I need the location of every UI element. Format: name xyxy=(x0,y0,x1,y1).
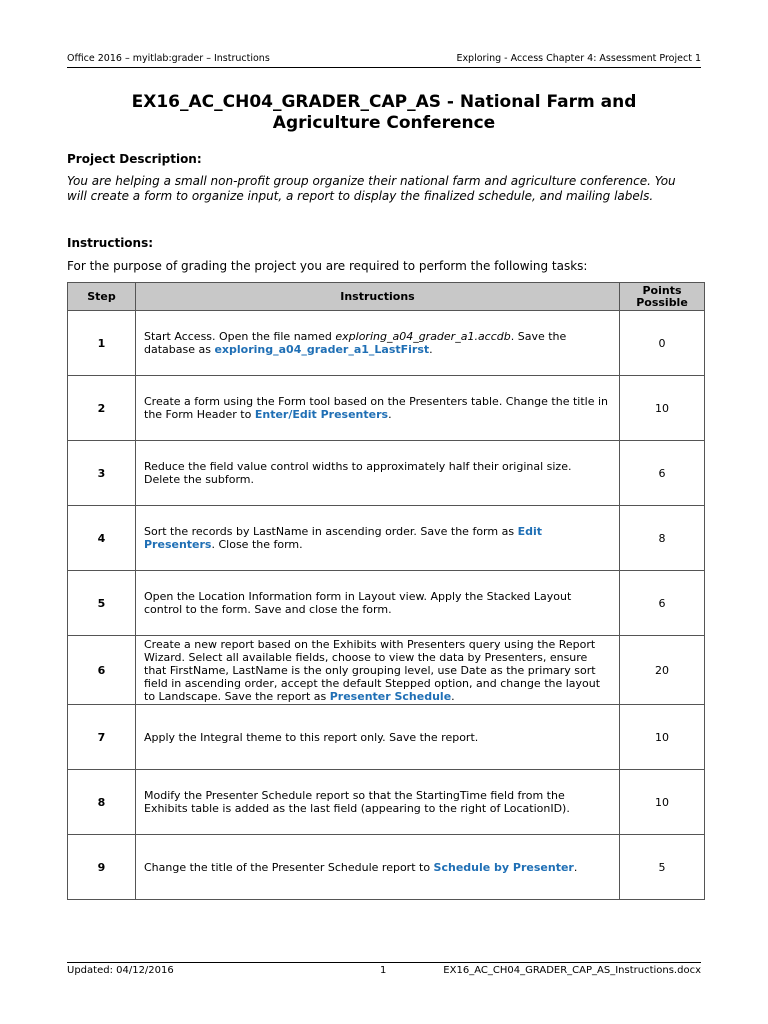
step-number: 9 xyxy=(68,835,136,900)
page-header xyxy=(67,53,701,67)
instruction-text xyxy=(136,636,620,705)
instruction-fragment: Create a form using the Form tool based on the Presenters table. Change the title in the Form Header to xyxy=(144,395,608,421)
table-row xyxy=(68,835,705,900)
instruction-fragment: Reduce the field value control widths to approximately half their original size. Delete the subform. xyxy=(144,460,572,486)
instruction-text xyxy=(136,441,620,506)
title-line-2: Agriculture Conference xyxy=(272,113,496,133)
instruction-text xyxy=(136,506,620,571)
instruction-fragment: Change the title of the Presenter Schedule report to xyxy=(144,860,434,874)
step-number: 3 xyxy=(68,441,136,506)
purpose-text: For the purpose of grading the project you are required to perform the following tasks: xyxy=(67,259,588,273)
step-number: 8 xyxy=(68,770,136,835)
document-title xyxy=(67,92,701,134)
instructions-table xyxy=(67,282,705,900)
instruction-text xyxy=(136,571,620,636)
header-left: Office 2016 – myitlab:grader – Instructions xyxy=(67,53,270,64)
table-row xyxy=(68,636,705,705)
footer-rule xyxy=(67,962,701,963)
step-number: 2 xyxy=(68,376,136,441)
footer-filename: EX16_AC_CH04_GRADER_CAP_AS_Instructions.docx xyxy=(443,965,701,976)
highlighted-term: Edit Presenters xyxy=(144,525,542,551)
points-value: 6 xyxy=(620,441,705,506)
instruction-text xyxy=(136,835,620,900)
title-line-1: EX16_AC_CH04_GRADER_CAP_AS - National Farm and xyxy=(131,92,637,112)
instruction-fragment: Modify the Presenter Schedule report so that the StartingTime field from the Exhibits table is added as the last field (appearing to the right of LocationID). xyxy=(144,789,570,815)
project-description-heading: Project Description: xyxy=(67,152,202,166)
header-instructions: Instructions xyxy=(136,283,620,311)
header-step: Step xyxy=(68,283,136,311)
instruction-text xyxy=(136,376,620,441)
points-value: 6 xyxy=(620,571,705,636)
header-rule xyxy=(67,67,701,68)
instructions-heading: Instructions: xyxy=(67,236,154,250)
points-value: 8 xyxy=(620,506,705,571)
file-name: exploring_a04_grader_a1.accdb xyxy=(335,330,511,343)
instruction-text xyxy=(136,705,620,770)
table-row xyxy=(68,506,705,571)
instruction-fragment: . Close the form. xyxy=(211,538,303,551)
instruction-fragment: Create a new report based on the Exhibits with Presenters query using the Report Wizard. Select all available fields, choose to view the data by Presenters, ensure that FirstName, LastName is the only grouping level, use Date as the primary sort field in ascending order, accept the default Stepped option, and change the layout to Landscape. Save the report as xyxy=(144,637,601,703)
table-header-row xyxy=(68,283,705,311)
points-value: 5 xyxy=(620,835,705,900)
instruction-fragment: . xyxy=(429,343,433,356)
step-number: 1 xyxy=(68,311,136,376)
footer-page-number: 1 xyxy=(380,965,387,976)
instruction-fragment: . xyxy=(573,860,578,874)
instruction-fragment: Sort the records by LastName in ascending order. Save the form as xyxy=(144,525,518,538)
table-row xyxy=(68,311,705,376)
highlighted-term: Presenter Schedule xyxy=(329,689,452,703)
highlighted-term: Schedule by Presenter xyxy=(433,860,574,874)
instruction-fragment: Open the Location Information form in Layout view. Apply the Stacked Layout control to the form. Save and close the form. xyxy=(144,590,572,616)
instruction-fragment: Apply the Integral theme to this report only. Save the report. xyxy=(144,730,479,744)
instruction-text xyxy=(136,770,620,835)
instruction-fragment: . xyxy=(451,689,455,703)
points-value: 10 xyxy=(620,376,705,441)
table-row xyxy=(68,770,705,835)
step-number: 7 xyxy=(68,705,136,770)
table-row xyxy=(68,705,705,770)
points-value: 10 xyxy=(620,770,705,835)
header-points-line1: Points xyxy=(642,283,682,297)
header-points-line2: Possible xyxy=(636,295,688,309)
step-number: 4 xyxy=(68,506,136,571)
highlighted-term: exploring_a04_grader_a1_LastFirst xyxy=(214,343,430,356)
page-footer xyxy=(67,965,701,979)
table-row xyxy=(68,441,705,506)
footer-updated: Updated: 04/12/2016 xyxy=(67,965,174,976)
instruction-fragment: . xyxy=(388,408,392,421)
points-value: 10 xyxy=(620,705,705,770)
instruction-text xyxy=(136,311,620,376)
project-description: You are helping a small non-profit group organize their national farm and agriculture conference. You will create a form to organize input, a report to display the finalized schedule, and mailing labels. xyxy=(67,174,676,203)
points-value: 0 xyxy=(620,311,705,376)
table-row xyxy=(68,376,705,441)
table-row xyxy=(68,571,705,636)
points-value: 20 xyxy=(620,636,705,705)
instruction-fragment: . Save the database as xyxy=(144,330,567,356)
instruction-fragment: Start Access. Open the file named xyxy=(144,330,336,343)
step-number: 6 xyxy=(68,636,136,705)
header-right: Exploring - Access Chapter 4: Assessment Project 1 xyxy=(456,53,701,64)
header-points xyxy=(620,283,705,311)
highlighted-term: Enter/Edit Presenters xyxy=(254,408,389,421)
step-number: 5 xyxy=(68,571,136,636)
